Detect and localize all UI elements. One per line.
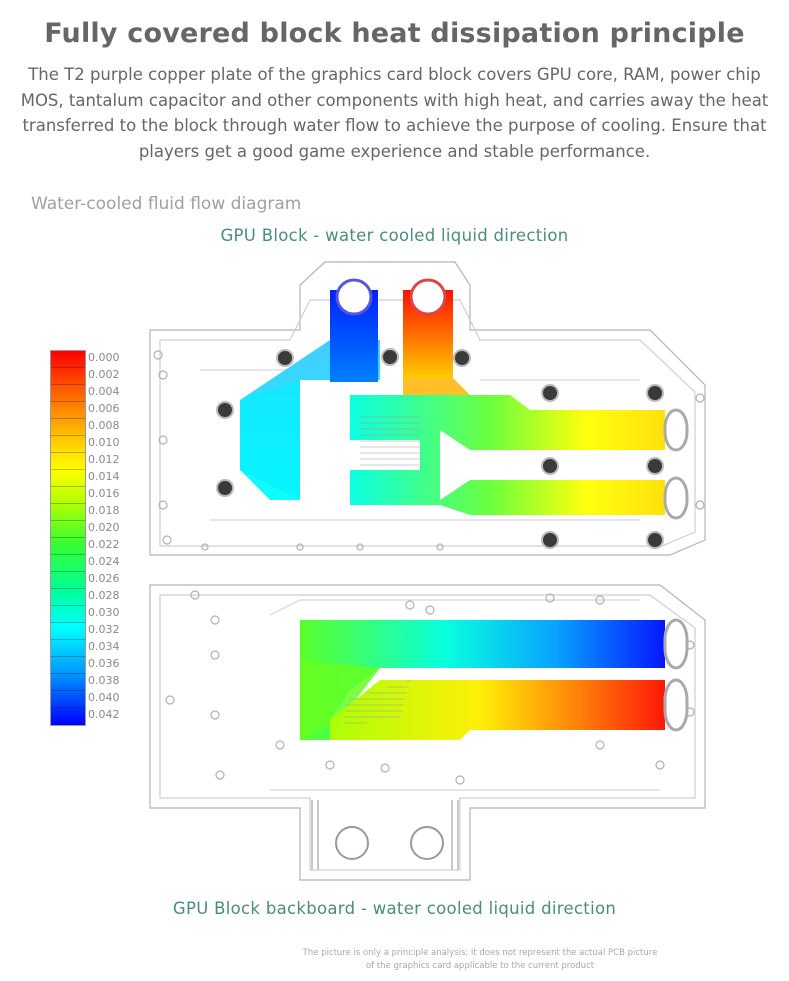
fitting-ports bbox=[337, 280, 445, 314]
scale-tick-label: 0.014 bbox=[88, 470, 120, 483]
scale-tick-label: 0.012 bbox=[88, 453, 120, 466]
scale-tick-label: 0.026 bbox=[88, 572, 120, 585]
backboard-caption: GPU Block backboard - water cooled liquid direction bbox=[172, 899, 617, 918]
scale-tick-label: 0.042 bbox=[88, 708, 120, 721]
scale-tick-label: 0.010 bbox=[88, 436, 120, 449]
backboard-channels bbox=[300, 620, 687, 740]
scale-tick-label: 0.040 bbox=[88, 691, 120, 704]
scale-tick-label: 0.022 bbox=[88, 538, 120, 551]
scale-tick-label: 0.036 bbox=[88, 657, 120, 670]
footnote-line-2: of the graphics card applicable to the current product bbox=[365, 961, 595, 971]
scale-tick-label: 0.038 bbox=[88, 674, 120, 687]
scale-tick-label: 0.024 bbox=[88, 555, 120, 568]
backboard-ports bbox=[336, 827, 443, 859]
scale-tick-label: 0.008 bbox=[88, 419, 120, 432]
scale-tick-label: 0.006 bbox=[88, 402, 120, 415]
scale-tick-label: 0.020 bbox=[88, 521, 120, 534]
scale-tick-label: 0.028 bbox=[88, 589, 120, 602]
gpu-block-caption: GPU Block - water cooled liquid direction bbox=[220, 226, 569, 245]
scale-tick-label: 0.032 bbox=[88, 623, 120, 636]
page-title: Fully covered block heat dissipation principle bbox=[44, 18, 745, 49]
section-label: Water-cooled fluid flow diagram bbox=[31, 194, 302, 214]
scale-tick-label: 0.004 bbox=[88, 385, 120, 398]
gpu-block-channels bbox=[240, 290, 687, 518]
footnote bbox=[270, 947, 690, 973]
intro-paragraph: The T2 purple copper plate of the graphics card block covers GPU core, RAM, power chip MOS, tantalum capacitor and other components with high heat, and carries away the heat transferred to the block through water flow to achieve the purpose of cooling. Ensure that players get a good game experience and stable performance. bbox=[20, 65, 769, 161]
scale-tick-label: 0.016 bbox=[88, 487, 120, 500]
scale-tick-label: 0.030 bbox=[88, 606, 120, 619]
scale-tick-label: 0.034 bbox=[88, 640, 120, 653]
scale-tick-label: 0.000 bbox=[88, 351, 120, 364]
scale-tick-label: 0.002 bbox=[88, 368, 120, 381]
footnote-line-1: The picture is only a principle analysis; it does not represent the actual PCB picture bbox=[302, 948, 658, 958]
scale-tick-label: 0.018 bbox=[88, 504, 120, 517]
